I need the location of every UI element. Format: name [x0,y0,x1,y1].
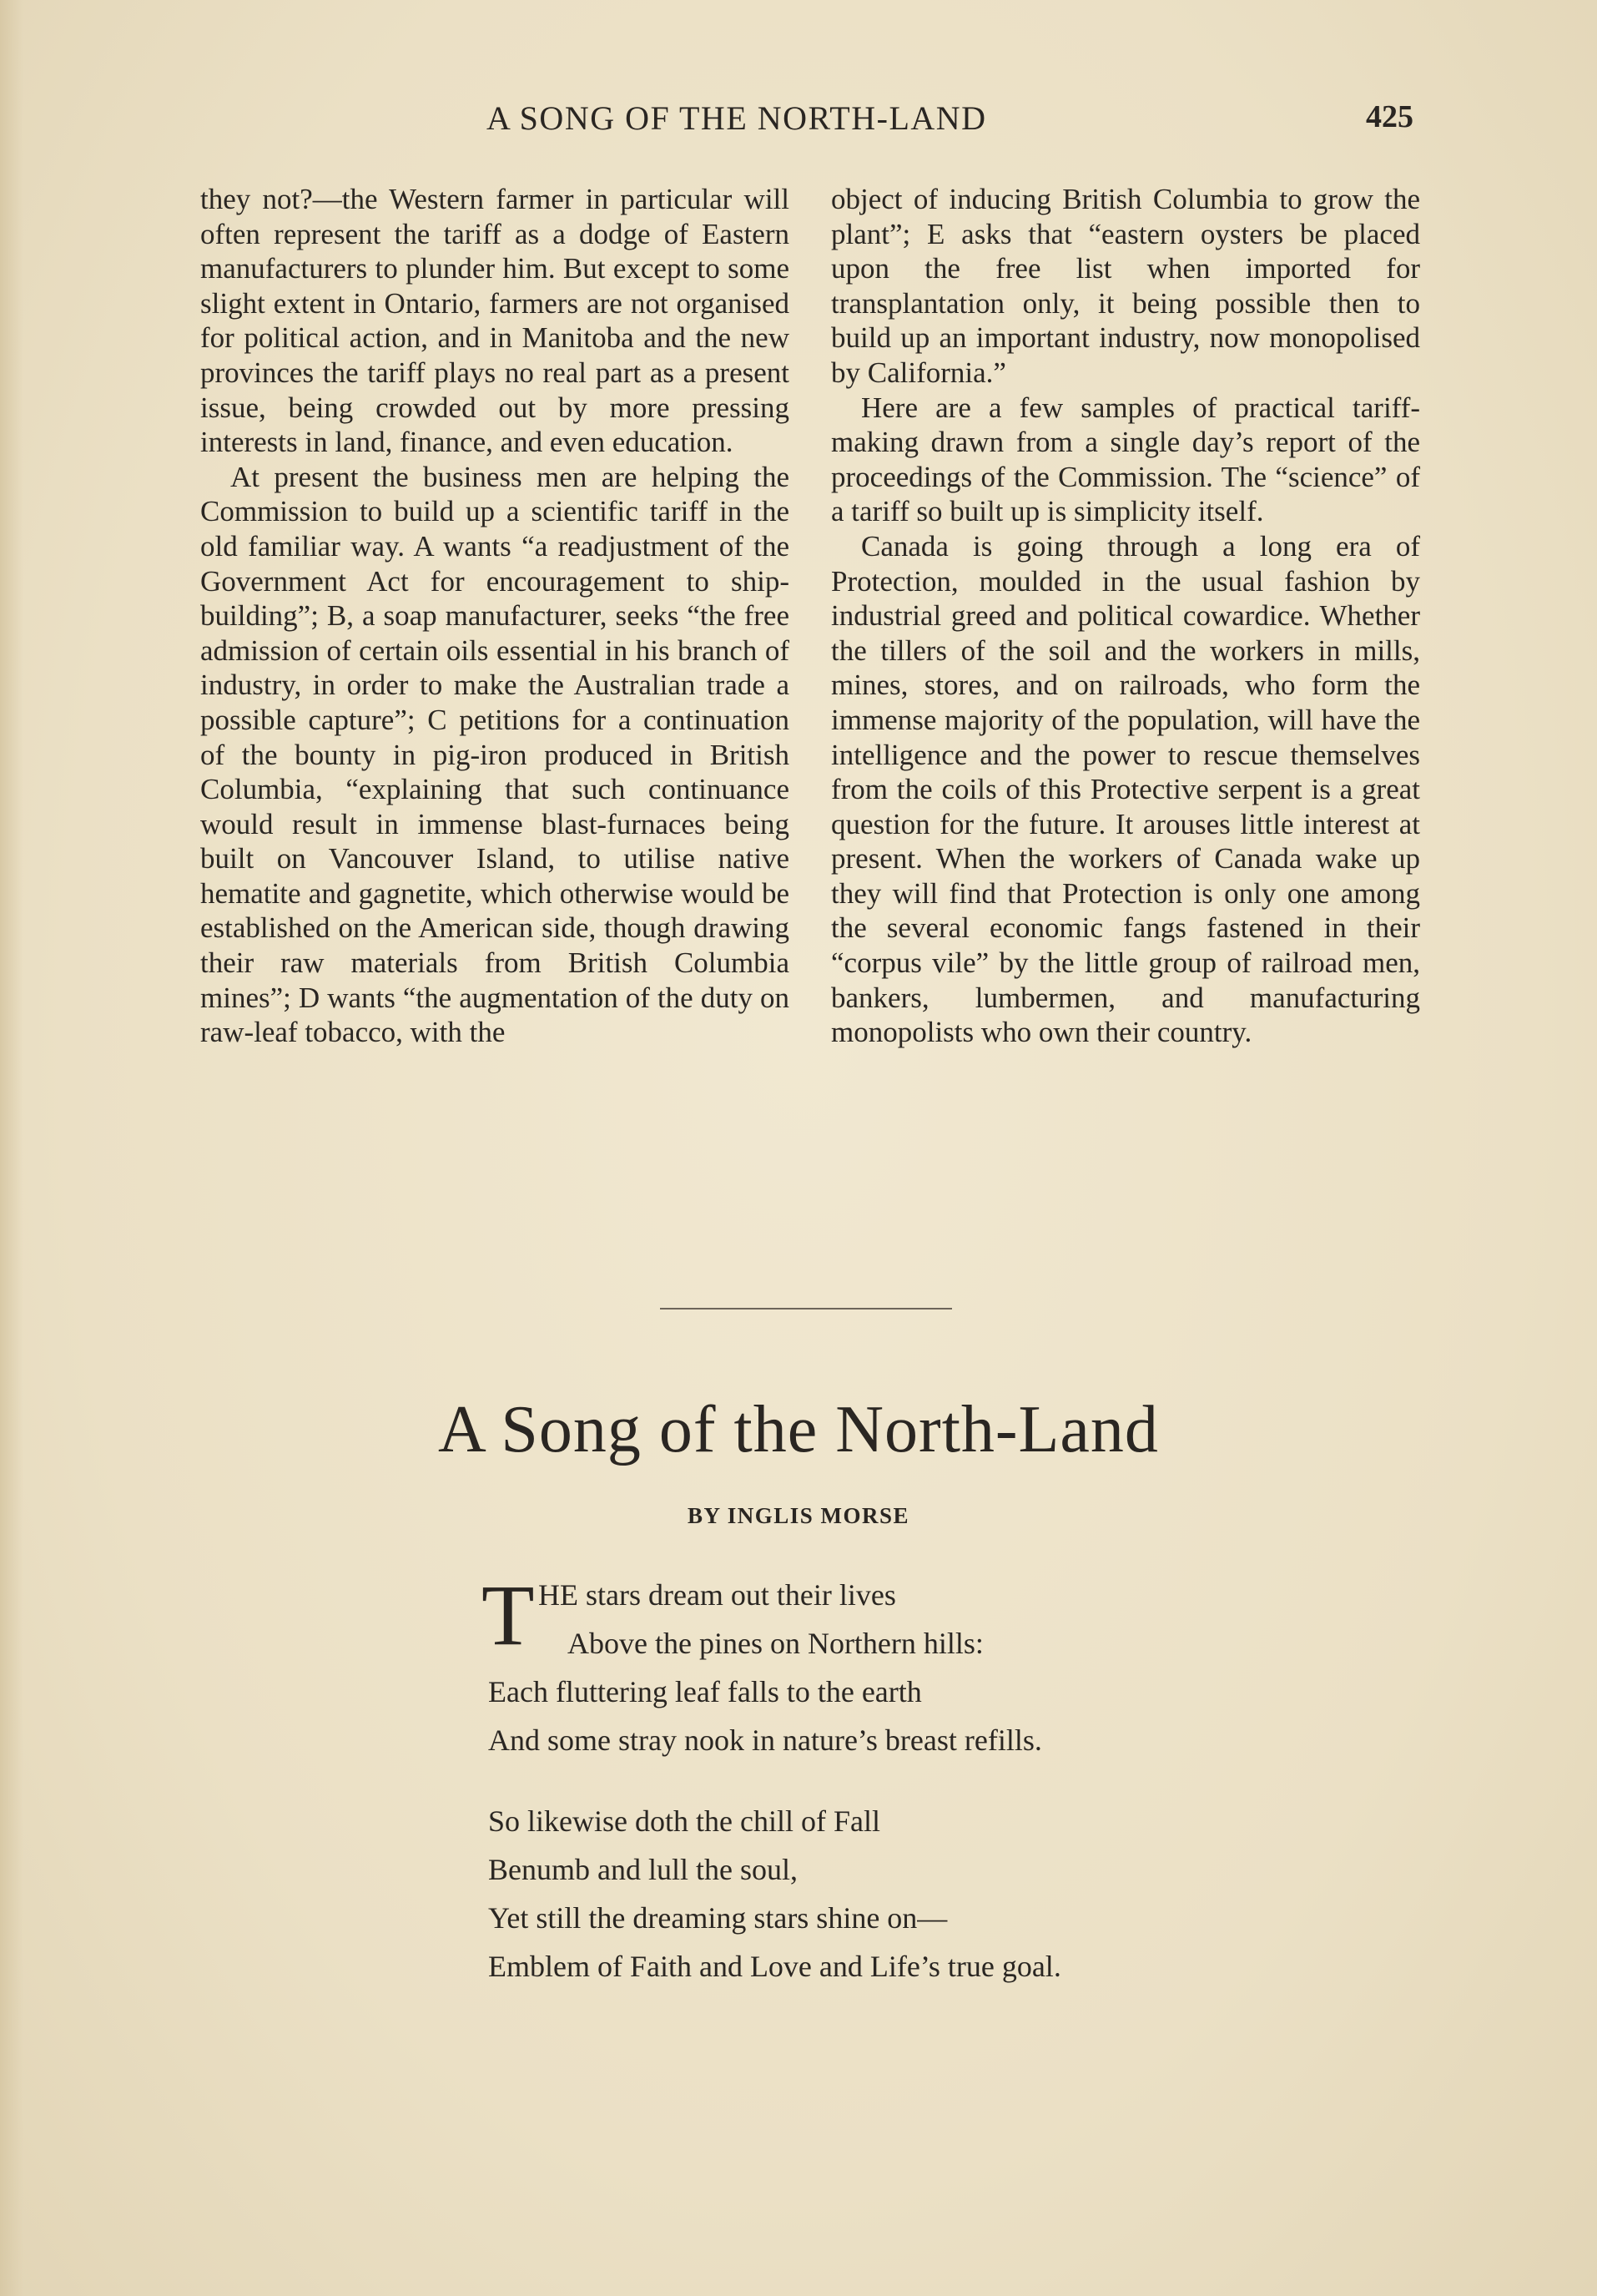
poem-stanza-2 [488,1797,1322,1991]
left-article-column [200,182,789,1050]
poem-line: And some stray nook in nature’s breast refills. [488,1723,1042,1757]
section-divider [660,1308,952,1309]
poem-line: So likewise doth the chill of Fall [488,1804,880,1838]
article-paragraph: Canada is going through a long era of Protection, moulded in the usual fashion by industrial greed and political cowardice. Whether the tillers of the soil and the workers in mills, mines, stores, and on railroads, who form the immense majority of the population, will have the intelligence and the power to rescue themselves from the coils of this Protective serpent is a great question for the future. It arouses little interest at present. When the workers of Canada wake up they will find that Protection is only one among the several economic fangs fastened in their “corpus vile” by the little group of railroad men, bankers, lumbermen, and manufacturing monopolists who own their country. [831,529,1420,1049]
poem-line: Above the pines on Northern hills: [567,1627,984,1660]
article-paragraph: Here are a few samples of practical tariff-making drawn from a single day’s report of the proceedings of the Commission. The “science” of a tariff so built up is simplicity itself. [831,391,1420,528]
article-paragraph: At present the business men are helping the Commission to build up a scientific tariff in the old familiar way. A wants “a readjustment of the Government Act for encouragement to shipbuilding”; B, a soap manufacturer, seeks “the free admission of certain oils essential in his branch of industry, in order to make the Australian trade a possible capture”; C petitions for a continuation of the bounty in pig-iron produced in British Columbia, “explaining that such continuance would result in immense blast-furnaces being built on Vancouver Island, to utilise native hematite and gagnetite, which otherwise would be established on the American side, though drawing their raw materials from British Columbia mines”; D wants “the augmentation of the duty on raw-leaf tobacco, with the [200,460,789,1049]
poem-line-text: HE stars dream out their lives [538,1578,896,1612]
right-article-column [831,182,1420,1050]
poem-line: Each fluttering leaf falls to the earth [488,1675,922,1708]
poem-line: Benumb and lull the soul, [488,1853,798,1886]
page-header [0,98,1597,149]
poem-title: A Song of the North-Land [438,1393,1159,1466]
poem-byline: BY INGLIS MORSE [687,1503,910,1528]
page-number: 425 [1366,99,1413,134]
running-head: A SONG OF THE NORTH-LAND [486,99,987,137]
poem-line: Emblem of Faith and Love and Life’s true goal. [488,1950,1061,1983]
page-edge-shadow [0,0,23,2296]
article-paragraph: they not?—the Western farmer in particular will often represent the tariff as a dodge of Eastern manufacturers to plunder him. But except to some slight extent in Ontario, farmers are not organised for political action, and in Manitoba and the new provinces the tariff plays no real part as a present issue, being crowded out by more pressing interests in land, finance, and even education. [200,183,789,459]
poem-line: Yet still the dreaming stars shine on— [488,1901,948,1935]
poem-stanza-1 [481,1567,1322,1764]
article-paragraph: object of inducing British Columbia to grow the plant”; E asks that “eastern oysters be placed upon the free list when imported for transplantation only, it being possible then to build up an important industry, now monopolised by California.” [831,183,1420,389]
drop-cap: T [481,1567,535,1663]
